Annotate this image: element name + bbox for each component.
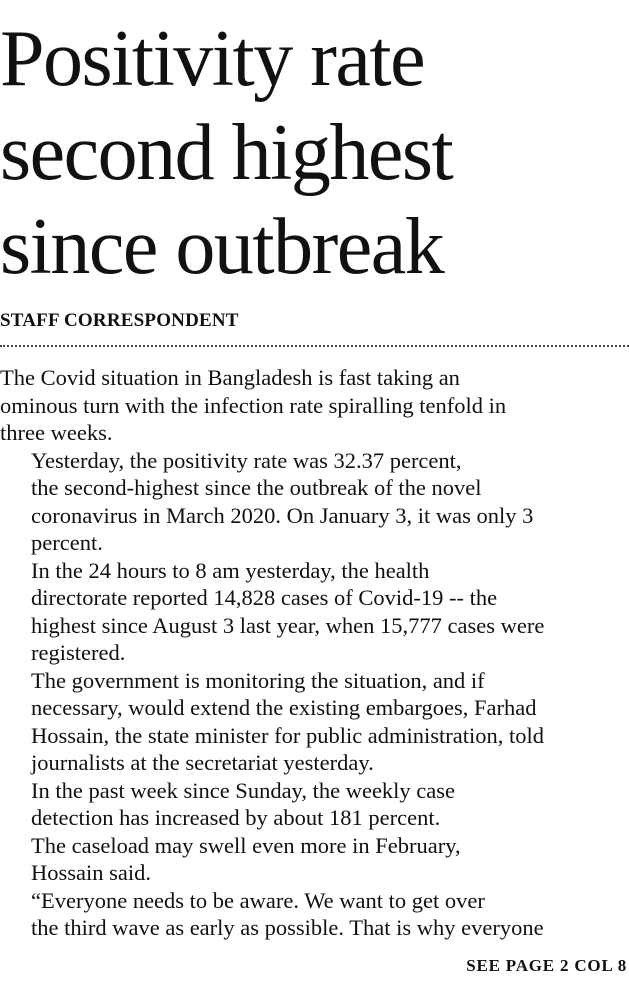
continued-jump-line: SEE PAGE 2 COL 8: [466, 956, 627, 975]
article-paragraph: [0, 447, 629, 557]
article-line: the second-highest since the outbreak of the novel: [31, 475, 482, 500]
article-paragraph: [0, 364, 629, 447]
article-line: Yesterday, the positivity rate was 32.37 percent,: [31, 447, 462, 473]
article-line: necessary, would extend the existing embargoes, Farhad: [31, 695, 537, 720]
article-line: detection has increased by about 181 percent.: [31, 805, 441, 830]
article-line: three weeks.: [0, 420, 113, 445]
headline-line: Positivity rate: [0, 15, 425, 103]
article-line: In the past week since Sunday, the weekly case: [31, 777, 456, 803]
article-line: The government is monitoring the situation, and if: [31, 667, 485, 693]
article-line: The Covid situation in Bangladesh is fast taking an: [0, 365, 460, 390]
article-line: “Everyone needs to be aware. We want to get over: [31, 887, 485, 913]
article-line: ominous turn with the infection rate spiralling tenfold in: [0, 392, 507, 418]
article-line: Hossain said.: [31, 860, 151, 885]
article-line: percent.: [31, 530, 103, 555]
article-line: the third wave as early as possible. That is why everyone: [31, 915, 544, 940]
article-line: journalists at the secretariat yesterday.: [31, 750, 374, 775]
article-line: The caseload may swell even more in February,: [31, 832, 461, 858]
article-body: [0, 364, 629, 942]
article-line: registered.: [31, 640, 126, 665]
article-line: coronavirus in March 2020. On January 3, it was only 3: [31, 502, 534, 528]
article-line: In the 24 hours to 8 am yesterday, the health: [31, 557, 430, 583]
byline: STAFF CORRESPONDENT: [0, 310, 239, 331]
headline: [0, 12, 629, 294]
article-paragraph: [0, 832, 629, 887]
headline-line: second highest: [0, 109, 453, 197]
article-line: highest since August 3 last year, when 15,777 cases were: [31, 612, 545, 638]
headline-line: since outbreak: [0, 203, 444, 291]
article-line: directorate reported 14,828 cases of Covid-19 -- the: [31, 585, 498, 610]
article-paragraph: [0, 557, 629, 667]
article-paragraph: [0, 777, 629, 832]
article-paragraph: [0, 667, 629, 777]
dotted-divider: [0, 345, 629, 347]
article-paragraph: [0, 887, 629, 942]
article-line: Hossain, the state minister for public administration, told: [31, 722, 545, 748]
